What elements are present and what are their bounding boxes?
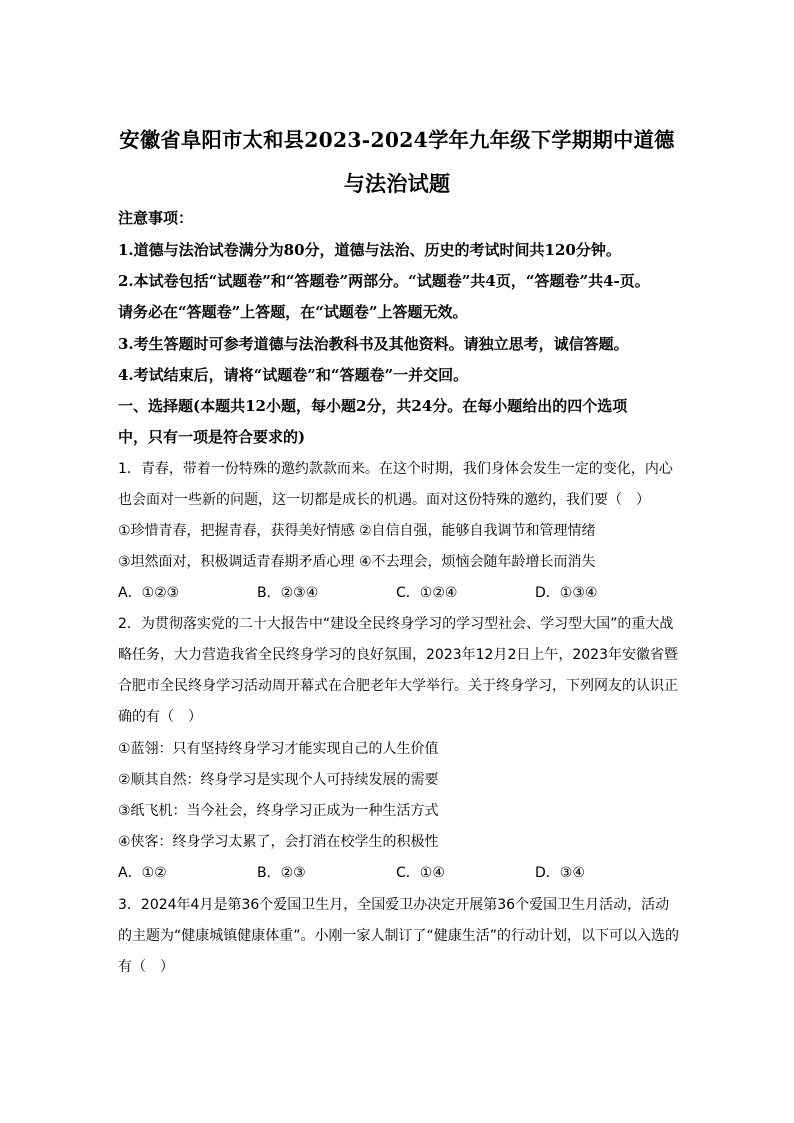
notice-item: 4.考试结束后，请将“试题卷”和“答题卷”一并交回。 xyxy=(118,366,469,384)
notice-item: 2.本试卷包括“试题卷”和“答题卷”两部分。“试题卷”共4页，“答题卷”共4-页。 xyxy=(118,272,650,290)
question-3-stem: 有（ ） xyxy=(118,959,174,975)
section-heading-line-1: 一、选择题(本题共12小题，每小题2分，共24分。在每小题给出的四个选项 xyxy=(118,397,628,415)
notice-heading: 注意事项： xyxy=(118,209,194,227)
question-1-option-c: C．①②④ xyxy=(396,585,458,601)
question-1-option-b: B．②③④ xyxy=(257,585,319,601)
section-heading-line-2: 中，只有一项是符合要求的) xyxy=(118,428,306,446)
question-2-stem: 确的有（ ） xyxy=(118,709,202,725)
question-2-statement: ③纸飞机：当今社会，终身学习正成为一种生活方式 xyxy=(118,803,439,819)
question-2-statement: ①蓝翎：只有坚持终身学习才能实现自己的人生价值 xyxy=(118,741,439,757)
question-3-stem: 的主题为“健康城镇健康体重”。小刚一家人制订了“健康生活”的行动计划，以下可以入选的 xyxy=(118,928,680,944)
notice-item: 3.考生答题时可参考道德与法治教科书及其他资料。请独立思考，诚信答题。 xyxy=(118,335,629,353)
notice-item: 请务必在“答题卷”上答题，在“试题卷”上答题无效。 xyxy=(118,303,468,321)
question-1-option-a: A．①②③ xyxy=(118,585,180,601)
notice-item: 1.道德与法治试卷满分为80分，道德与法治、历史的考试时间共120分钟。 xyxy=(118,241,621,259)
exam-title-line-1: 安徽省阜阳市太和县2023-2024学年九年级下学期期中道德 xyxy=(119,128,675,152)
question-2-option-a: A．①② xyxy=(118,865,167,881)
question-2-stem: 2．为贯彻落实党的二十大报告中“建设全民终身学习的学习型社会、学习型大国”的重大战 xyxy=(118,616,674,632)
question-2-option-b: B．②③ xyxy=(257,865,306,881)
exam-title-line-2: 与法治试题 xyxy=(343,171,451,196)
question-2-statement: ④侠客：终身学习太累了，会打消在校学生的积极性 xyxy=(118,834,439,850)
question-2-statement: ②顺其自然：终身学习是实现个人可持续发展的需要 xyxy=(118,772,439,788)
question-1-stem: 也会面对一些新的问题，这一切都是成长的机遇。面对这份特殊的邀约，我们要（ ） xyxy=(118,492,650,508)
question-2-option-d: D．③④ xyxy=(535,865,585,881)
question-3-stem: 3．2024年4月是第36个爱国卫生月，全国爱卫办决定开展第36个爱国卫生月活动，活动 xyxy=(118,897,670,913)
question-2-stem: 略任务，大力营造我省全民终身学习的良好氛围，2023年12月2日上午，2023年安徽省暨 xyxy=(118,647,678,663)
question-2-stem: 合肥市全民终身学习活动周开幕式在合肥老年大学举行。关于终身学习，下列网友的认识正 xyxy=(118,678,678,694)
question-1-stem: 1．青春，带着一份特殊的邀约款款而来。在这个时期，我们身体会发生一定的变化，内心 xyxy=(118,461,673,477)
question-1-statement: ③坦然面对，积极调适青春期矛盾心理 ④不去理会，烦恼会随年龄增长而消失 xyxy=(118,554,596,570)
question-1-statement: ①珍惜青春，把握青春，获得美好情感 ②自信自强，能够自我调节和管理情绪 xyxy=(118,523,596,539)
question-2-option-c: C．①④ xyxy=(396,865,445,881)
question-1-option-d: D．①③④ xyxy=(535,585,598,601)
